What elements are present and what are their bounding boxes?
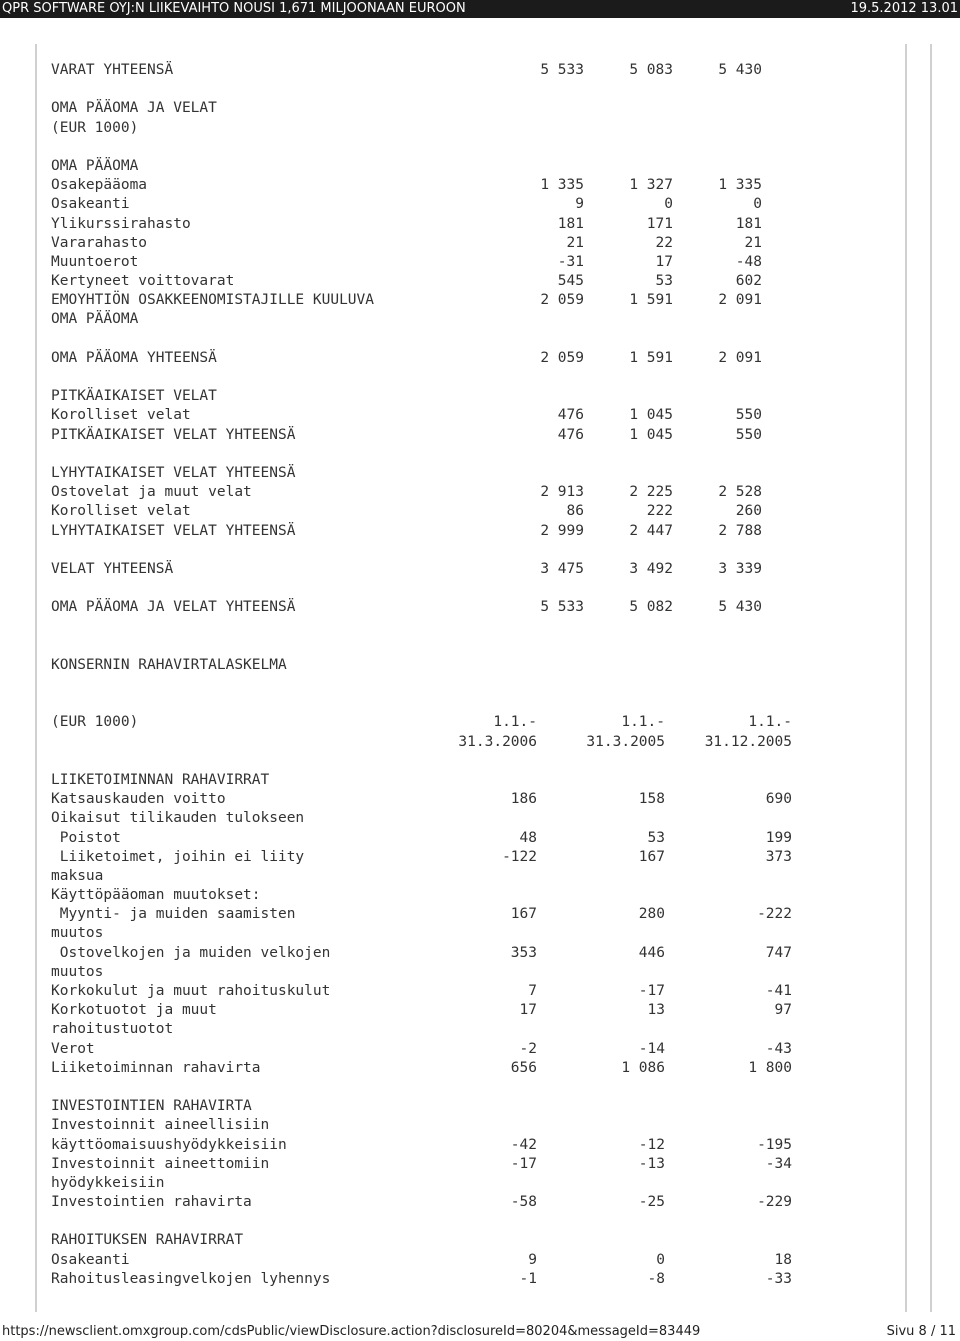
- value-col-1: 2 059: [540, 292, 584, 309]
- document-title: QPR SOFTWARE OYJ:N LIIKEVAIHTO NOUSI 1,671 MILJOONAAN EUROON: [2, 1, 466, 16]
- value-col-2: 17: [655, 253, 673, 270]
- value-col-3: 550: [735, 407, 762, 424]
- table-row: [51, 656, 811, 675]
- row-label: maksua: [51, 867, 104, 884]
- value-col-2: 167: [638, 848, 665, 865]
- value-col-3: 550: [735, 426, 762, 443]
- table-row: [51, 790, 811, 809]
- value-col-1: 21: [566, 234, 584, 251]
- table-row: [51, 944, 811, 963]
- table-row: [51, 1059, 811, 1078]
- table-row: [51, 1136, 811, 1155]
- row-label: Verot: [51, 1040, 95, 1057]
- value-col-3: 1 800: [748, 1059, 792, 1076]
- table-row: [51, 99, 811, 118]
- value-col-1: 545: [557, 273, 584, 290]
- table-row: [51, 1116, 811, 1135]
- value-col-3: 2 528: [718, 484, 762, 501]
- row-label: Rahoitusleasingvelkojen lyhennys: [51, 1270, 331, 1287]
- table-row: [51, 406, 811, 425]
- table-row: [51, 310, 811, 329]
- row-label: Oikaisut tilikauden tulokseen: [51, 810, 305, 827]
- print-date: 19.5.2012 13.01: [850, 1, 958, 16]
- row-label: OMA PÄÄOMA YHTEENSÄ: [51, 349, 217, 366]
- value-col-3: 1.1.-: [748, 714, 792, 731]
- value-col-2: 2 225: [629, 484, 673, 501]
- row-label: LYHYTAIKAISET VELAT YHTEENSÄ: [51, 464, 296, 481]
- table-row: [51, 1251, 811, 1270]
- row-label: Osakeanti: [51, 196, 130, 213]
- row-label: Myynti- ja muiden saamisten: [51, 906, 296, 923]
- table-row: [51, 905, 811, 924]
- value-col-3: -229: [757, 1194, 792, 1211]
- row-label: Korkokulut ja muut rahoituskulut: [51, 983, 331, 999]
- row-label: LIIKETOIMINNAN RAHAVIRRAT: [51, 771, 270, 788]
- table-row: [51, 1040, 811, 1059]
- value-col-3: 1 335: [718, 177, 762, 194]
- value-col-1: 7: [528, 983, 537, 999]
- table-row: [51, 924, 811, 943]
- spacer: [51, 579, 811, 598]
- value-col-3: 21: [744, 234, 762, 251]
- row-label: Ostovelat ja muut velat: [51, 484, 252, 501]
- value-col-2: 1 045: [629, 407, 673, 424]
- table-row: [51, 982, 811, 1001]
- value-col-2: 1 591: [629, 349, 673, 366]
- row-label: Investointien rahavirta: [51, 1194, 252, 1211]
- value-col-1: -2: [519, 1040, 537, 1057]
- value-col-2: 1.1.-: [621, 714, 665, 731]
- table-row: [51, 963, 811, 982]
- value-col-3: 5 430: [718, 599, 762, 616]
- right-outer-frame-line: [930, 44, 932, 1312]
- value-col-2: 1 591: [629, 292, 673, 309]
- value-col-2: 1 045: [629, 426, 673, 443]
- spacer: [51, 617, 811, 636]
- table-row: [51, 809, 811, 828]
- value-col-3: -43: [765, 1040, 792, 1057]
- row-label: (EUR 1000): [51, 714, 139, 731]
- row-label: VARAT YHTEENSÄ: [51, 62, 174, 78]
- source-url-link[interactable]: https://newsclient.omxgroup.com/cdsPublic/viewDisclosure.action?disclosureId=80204&messageId=83449: [2, 1324, 701, 1339]
- table-row: [51, 1155, 811, 1174]
- table-row: [51, 771, 811, 790]
- value-col-1: 31.3.2006: [458, 733, 537, 750]
- value-col-2: -14: [638, 1040, 665, 1057]
- table-row: [51, 1174, 811, 1193]
- row-label: muutos: [51, 925, 104, 942]
- value-col-1: -31: [557, 253, 584, 270]
- row-label: (EUR 1000): [51, 119, 139, 136]
- row-label: PITKÄAIKAISET VELAT YHTEENSÄ: [51, 426, 296, 443]
- value-col-1: 3 475: [540, 560, 584, 577]
- row-label: EMOYHTIÖN OSAKKEENOMISTAJILLE KUULUVA: [51, 292, 375, 309]
- table-row: [51, 1193, 811, 1212]
- table-row: [51, 1020, 811, 1039]
- value-col-3: -222: [757, 906, 792, 923]
- value-col-3: -41: [765, 983, 792, 999]
- table-row: [51, 387, 811, 406]
- table-row: [51, 176, 811, 195]
- table-row: [51, 253, 811, 272]
- table-row: [51, 464, 811, 483]
- table-row: [51, 61, 811, 80]
- value-col-2: 0: [664, 196, 673, 213]
- row-label: Liiketoimet, joihin ei liity: [51, 848, 305, 865]
- value-col-1: -58: [510, 1194, 537, 1211]
- row-label: OMA PÄÄOMA: [51, 311, 139, 328]
- value-col-1: -1: [519, 1270, 537, 1287]
- row-label: Korolliset velat: [51, 407, 191, 424]
- value-col-2: -25: [638, 1194, 665, 1211]
- value-col-2: 5 082: [629, 599, 673, 616]
- table-row: [51, 733, 811, 752]
- table-row: [51, 1270, 811, 1289]
- value-col-3: 2 091: [718, 292, 762, 309]
- row-label: Poistot: [51, 829, 121, 846]
- value-col-3: 31.12.2005: [704, 733, 792, 750]
- value-col-2: 13: [647, 1002, 665, 1019]
- value-col-2: 1 086: [621, 1059, 665, 1076]
- value-col-2: 0: [656, 1251, 665, 1268]
- value-col-1: -42: [510, 1136, 537, 1153]
- table-row: [51, 1001, 811, 1020]
- value-col-3: 2 091: [718, 349, 762, 366]
- row-label: Osakepääoma: [51, 177, 148, 194]
- value-col-3: 260: [735, 503, 762, 520]
- value-col-1: -17: [510, 1155, 537, 1172]
- value-col-1: 167: [510, 906, 537, 923]
- value-col-2: 3 492: [629, 560, 673, 577]
- value-col-3: 373: [765, 848, 792, 865]
- row-label: LYHYTAIKAISET VELAT YHTEENSÄ: [51, 522, 296, 539]
- value-col-2: 1 327: [629, 177, 673, 194]
- row-label: muutos: [51, 963, 104, 980]
- spacer: [51, 637, 811, 656]
- row-label: Muuntoerot: [51, 253, 139, 270]
- row-label: OMA PÄÄOMA: [51, 157, 139, 174]
- row-label: OMA PÄÄOMA JA VELAT: [51, 100, 217, 117]
- value-col-2: 53: [655, 273, 673, 290]
- right-frame-line: [905, 44, 907, 1312]
- row-label: INVESTOINTIEN RAHAVIRTA: [51, 1098, 252, 1115]
- value-col-2: 158: [638, 791, 665, 808]
- value-col-2: -13: [638, 1155, 665, 1172]
- value-col-3: 199: [765, 829, 792, 846]
- value-col-2: -12: [638, 1136, 665, 1153]
- value-col-1: 17: [519, 1002, 537, 1019]
- value-col-1: 5 533: [540, 62, 584, 78]
- row-label: Korkotuotot ja muut: [51, 1002, 217, 1019]
- value-col-2: 222: [646, 503, 673, 520]
- table-row: [51, 1231, 811, 1250]
- spacer: [51, 675, 811, 694]
- spacer: [51, 1212, 811, 1231]
- value-col-3: 18: [774, 1251, 792, 1268]
- row-label: hyödykkeisiin: [51, 1174, 165, 1191]
- spacer: [51, 694, 811, 713]
- spacer: [51, 541, 811, 560]
- left-frame-line: [35, 44, 37, 1312]
- table-row: [51, 291, 811, 310]
- value-col-1: 181: [557, 215, 584, 232]
- row-label: Katsauskauden voitto: [51, 791, 226, 808]
- value-col-2: 53: [647, 829, 665, 846]
- row-label: Investoinnit aineellisiin: [51, 1117, 270, 1134]
- row-label: käyttöomaisuushyödykkeisiin: [51, 1136, 287, 1153]
- table-row: [51, 1097, 811, 1116]
- balance-sheet-section: [51, 61, 811, 675]
- table-row: [51, 848, 811, 867]
- value-col-3: 747: [765, 944, 792, 961]
- value-col-2: 22: [655, 234, 673, 251]
- table-row: [51, 522, 811, 541]
- value-col-1: 186: [510, 791, 537, 808]
- table-row: [51, 713, 811, 732]
- value-col-3: -34: [765, 1155, 792, 1172]
- row-label: OMA PÄÄOMA JA VELAT YHTEENSÄ: [51, 599, 296, 616]
- cash-flow-section: [51, 675, 811, 1289]
- spacer: [51, 752, 811, 771]
- table-row: [51, 560, 811, 579]
- value-col-1: 1 335: [540, 177, 584, 194]
- row-label: KONSERNIN RAHAVIRTALASKELMA: [51, 656, 287, 673]
- page-footer: [0, 1323, 960, 1341]
- spacer: [51, 368, 811, 387]
- page-number: Sivu 8 / 11: [886, 1324, 956, 1339]
- value-col-1: 2 999: [540, 522, 584, 539]
- value-col-3: 2 788: [718, 522, 762, 539]
- value-col-1: 476: [557, 426, 584, 443]
- row-label: Osakeanti: [51, 1251, 130, 1268]
- value-col-3: 181: [735, 215, 762, 232]
- value-col-3: -33: [765, 1270, 792, 1287]
- row-label: PITKÄAIKAISET VELAT: [51, 388, 217, 405]
- table-row: [51, 157, 811, 176]
- spacer: [51, 138, 811, 157]
- value-col-1: 9: [575, 196, 584, 213]
- value-col-3: 690: [765, 791, 792, 808]
- value-col-1: 1.1.-: [493, 714, 537, 731]
- table-row: [51, 829, 811, 848]
- spacer: [51, 445, 811, 464]
- table-row: [51, 349, 811, 368]
- value-col-2: 2 447: [629, 522, 673, 539]
- row-label: Liiketoiminnan rahavirta: [51, 1059, 261, 1076]
- value-col-2: 5 083: [629, 62, 673, 78]
- row-label: Käyttöpääoman muutokset:: [51, 887, 261, 904]
- table-row: [51, 426, 811, 445]
- spacer: [51, 80, 811, 99]
- value-col-1: 48: [519, 829, 537, 846]
- value-col-1: -122: [502, 848, 537, 865]
- value-col-2: 280: [638, 906, 665, 923]
- value-col-2: 446: [638, 944, 665, 961]
- value-col-1: 476: [557, 407, 584, 424]
- row-label: Vararahasto: [51, 234, 148, 251]
- value-col-2: 171: [646, 215, 673, 232]
- row-label: Ostovelkojen ja muiden velkojen: [51, 944, 331, 961]
- value-col-3: 97: [774, 1002, 792, 1019]
- page-header: [0, 0, 960, 18]
- table-row: [51, 886, 811, 905]
- row-label: Korolliset velat: [51, 503, 191, 520]
- spacer: [51, 1078, 811, 1097]
- table-row: [51, 215, 811, 234]
- value-col-3: 3 339: [718, 560, 762, 577]
- table-row: [51, 867, 811, 886]
- table-row: [51, 483, 811, 502]
- table-row: [51, 502, 811, 521]
- spacer: [51, 330, 811, 349]
- value-col-1: 2 059: [540, 349, 584, 366]
- table-row: [51, 272, 811, 291]
- value-col-1: 86: [566, 503, 584, 520]
- value-col-3: 602: [735, 273, 762, 290]
- table-row: [51, 234, 811, 253]
- value-col-3: -195: [757, 1136, 792, 1153]
- row-label: Investoinnit aineettomiin: [51, 1155, 270, 1172]
- value-col-3: 5 430: [718, 62, 762, 78]
- value-col-1: 2 913: [540, 484, 584, 501]
- report-content: [51, 61, 811, 1289]
- value-col-1: 5 533: [540, 599, 584, 616]
- table-row: [51, 195, 811, 214]
- row-label: Kertyneet voittovarat: [51, 273, 235, 290]
- table-row: [51, 119, 811, 138]
- value-col-2: -8: [647, 1270, 665, 1287]
- value-col-3: 0: [753, 196, 762, 213]
- table-row: [51, 598, 811, 617]
- value-col-3: -48: [735, 253, 762, 270]
- value-col-2: -17: [638, 983, 665, 999]
- value-col-2: 31.3.2005: [586, 733, 665, 750]
- row-label: rahoitustuotot: [51, 1021, 174, 1038]
- value-col-1: 353: [510, 944, 537, 961]
- row-label: VELAT YHTEENSÄ: [51, 560, 174, 577]
- value-col-1: 656: [510, 1059, 537, 1076]
- row-label: Ylikurssirahasto: [51, 215, 191, 232]
- value-col-1: 9: [528, 1251, 537, 1268]
- row-label: RAHOITUKSEN RAHAVIRRAT: [51, 1232, 244, 1249]
